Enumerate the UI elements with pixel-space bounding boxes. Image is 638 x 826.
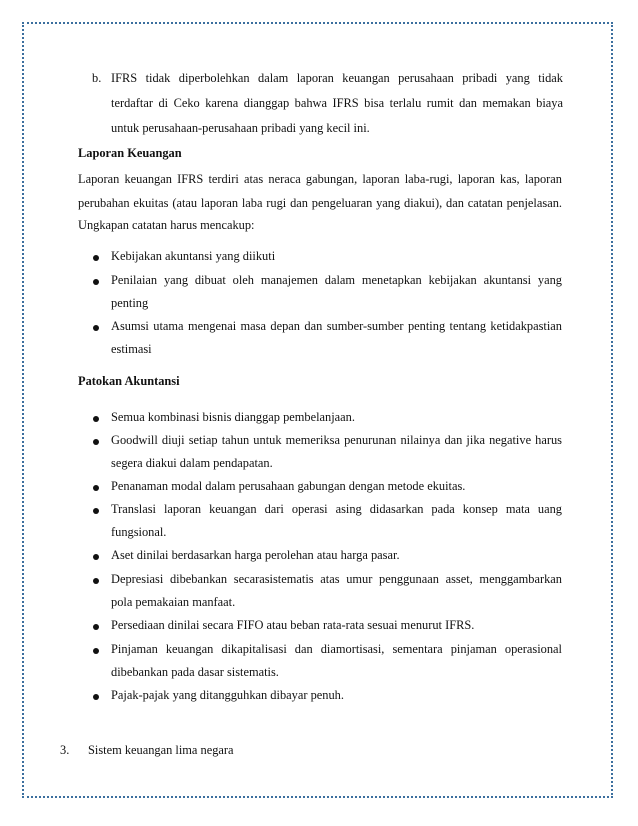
list-item-text: Aset dinilai berdasarkan harga perolehan atau harga pasar.	[111, 548, 400, 562]
list-item-text: Pinjaman keuangan dikapitalisasi dan diamortisasi, sementara pinjaman operasional	[111, 642, 562, 656]
list-item-text: Kebijakan akuntansi yang diikuti	[111, 249, 276, 263]
bullet-icon	[93, 255, 99, 261]
list-item-text: Penilaian yang dibuat oleh manajemen dalam menetapkan kebijakan akuntansi yang	[111, 273, 562, 287]
bullet-icon	[93, 578, 99, 584]
bullet-icon	[93, 624, 99, 630]
paragraph-line: Ungkapan catatan harus mencakup:	[78, 218, 255, 232]
list-item-text: Goodwill diuji setiap tahun untuk memeriksa penurunan nilainya dan jika negative harus	[111, 433, 562, 447]
list-item-text: Translasi laporan keuangan dari operasi asing didasarkan pada konsep mata uang	[111, 502, 562, 516]
list-item-text: Persediaan dinilai secara FIFO atau beban rata-rata sesuai menurut IFRS.	[111, 618, 475, 632]
bullet-icon	[93, 648, 99, 654]
list-item-text: Depresiasi dibebankan secarasistematis atas umur penggunaan asset, menggambarkan	[111, 572, 562, 586]
bullet-icon	[93, 508, 99, 514]
intro-line: IFRS tidak diperbolehkan dalam laporan keuangan perusahaan pribadi yang tidak	[111, 71, 563, 85]
list-item-text: Penanaman modal dalam perusahaan gabungan dengan metode ekuitas.	[111, 479, 466, 493]
section-number: 3.	[60, 743, 70, 757]
section-title: Sistem keuangan lima negara	[88, 743, 234, 757]
bullet-icon	[93, 694, 99, 700]
list-item-text: Pajak-pajak yang ditangguhkan dibayar penuh.	[111, 688, 344, 702]
bullet-icon	[93, 554, 99, 560]
intro-line: untuk perusahaan-perusahaan pribadi yang kecil ini.	[111, 121, 370, 135]
list-item-text: segera diakui dalam pendapatan.	[111, 456, 273, 470]
bullet-icon	[93, 485, 99, 491]
list-item-text: Semua kombinasi bisnis dianggap pembelanjaan.	[111, 410, 355, 424]
paragraph-line: Laporan keuangan IFRS terdiri atas neraca gabungan, laporan laba-rugi, laporan kas, laporan	[78, 172, 562, 186]
list-item-text: pola pemakaian manfaat.	[111, 595, 236, 609]
intro-line: terdaftar di Ceko karena dianggap bahwa IFRS bisa terlalu rumit dan memakan biaya	[111, 96, 563, 110]
list-item-text: Asumsi utama mengenai masa depan dan sumber-sumber penting tentang ketidakpastian	[111, 319, 562, 333]
list-item-text: fungsional.	[111, 525, 167, 539]
bullet-icon	[93, 416, 99, 422]
paragraph-line: perubahan ekuitas (atau laporan laba rugi dan pengeluaran yang diakui), dan catatan penjelasan.	[78, 196, 562, 210]
list-item-text: penting	[111, 296, 149, 310]
bullet-icon	[93, 325, 99, 331]
list-marker: b.	[92, 71, 102, 85]
list-item-text: dibebankan pada dasar sistematis.	[111, 665, 279, 679]
bullet-icon	[93, 279, 99, 285]
section-heading-patokan: Patokan Akuntansi	[78, 374, 180, 388]
section-heading-laporan: Laporan Keuangan	[78, 146, 182, 160]
list-item-text: estimasi	[111, 342, 152, 356]
bullet-icon	[93, 439, 99, 445]
